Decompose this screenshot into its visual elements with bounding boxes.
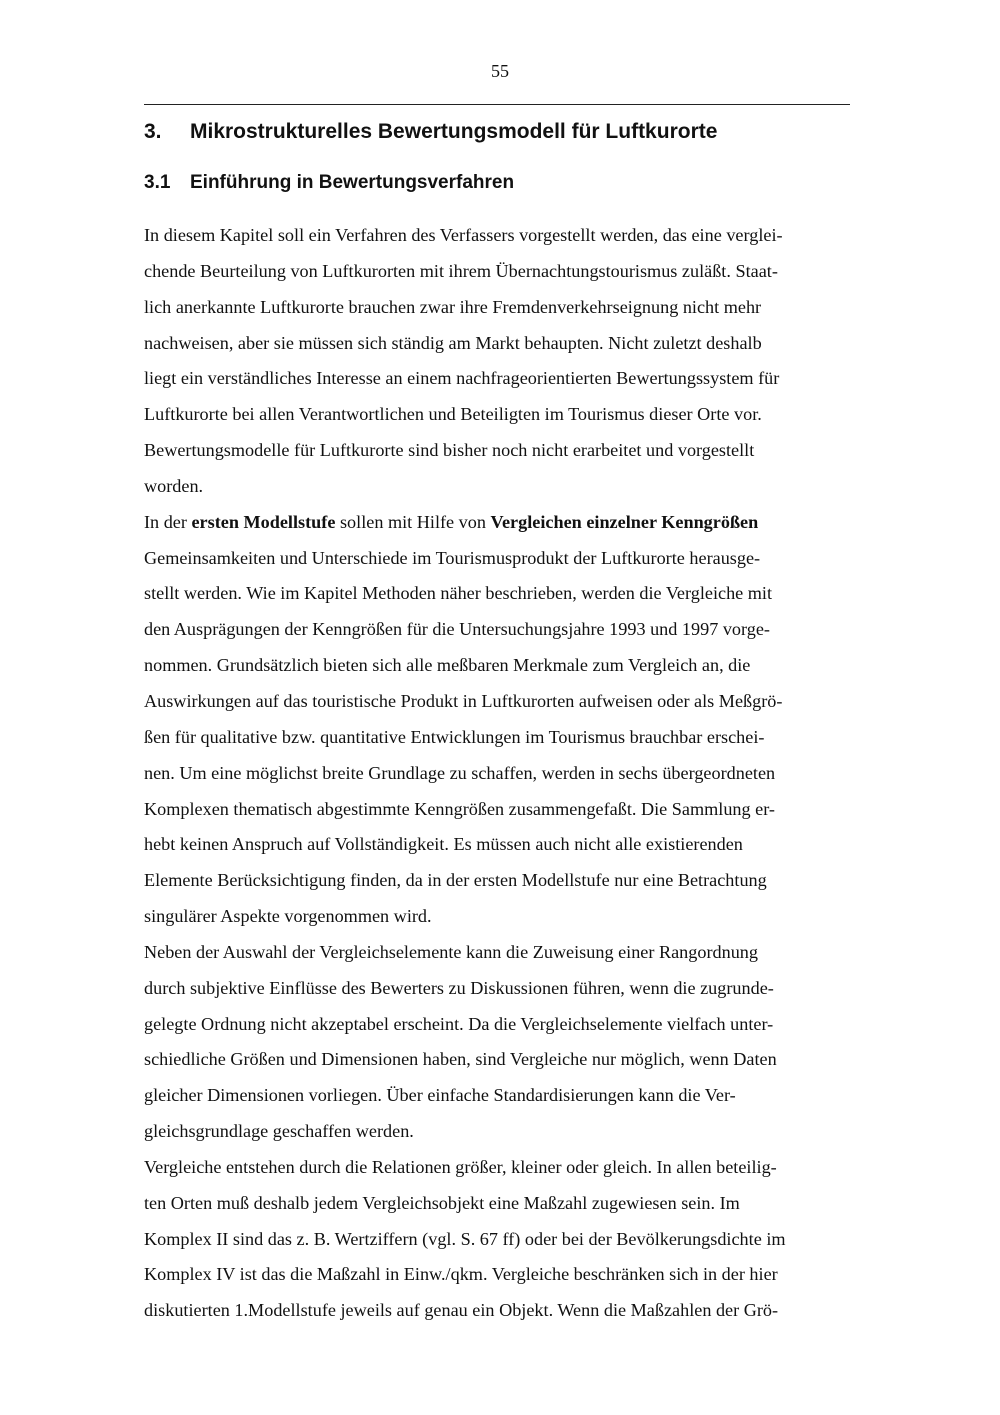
section-heading — [144, 170, 514, 196]
text-line: Komplexen thematisch abgestimmte Kenngrößen zusammengefaßt. Die Sammlung er- — [144, 798, 775, 819]
text-line: Vergleiche entstehen durch die Relationen größer, kleiner oder gleich. In allen beteilig- — [144, 1156, 777, 1177]
text-line: worden. — [144, 475, 204, 496]
emphasis-comparisons: Vergleichen einzelner Kenngrößen — [490, 511, 759, 532]
text-line: singulärer Aspekte vorgenommen wird. — [144, 906, 432, 927]
text-line: gleicher Dimensionen vorliegen. Über einfache Standardisierungen kann die Ver- — [144, 1085, 736, 1106]
text-line: den Ausprägungen der Kenngrößen für die Untersuchungsjahre 1993 und 1997 vorge- — [144, 619, 770, 640]
text-line: diskutierten 1.Modellstufe jeweils auf genau ein Objekt. Wenn die Maßzahlen der Grö- — [144, 1300, 779, 1321]
text-line: In diesem Kapitel soll ein Verfahren des Verfassers vorgestellt werden, das eine verglei- — [144, 225, 783, 245]
page-number: 55 — [491, 61, 509, 81]
text-line: Gemeinsamkeiten und Unterschiede im Tourismusprodukt der Luftkurorte herausge- — [144, 547, 761, 568]
text-line: lich anerkannte Luftkurorte brauchen zwar ihre Fremdenverkehrseignung nicht mehr — [144, 296, 762, 317]
text-line: ten Orten muß deshalb jedem Vergleichsobjekt eine Maßzahl zugewiesen sein. Im — [144, 1192, 740, 1213]
chapter-number: 3. — [144, 120, 162, 143]
text-line: nommen. Grundsätzlich bieten sich alle meßbaren Merkmale zum Vergleich an, die — [144, 655, 751, 676]
body-text — [144, 218, 864, 1329]
text-line: chende Beurteilung von Luftkurorten mit ihrem Übernachtungstourismus zuläßt. Staat- — [144, 260, 778, 281]
text-line: Komplex IV ist das die Maßzahl in Einw./qkm. Vergleiche beschränken sich in der hier — [144, 1264, 778, 1285]
text-line: Auswirkungen auf das touristische Produkt in Luftkurorten aufweisen oder als Meßgrö- — [144, 690, 783, 711]
text-line: hebt keinen Anspruch auf Vollständigkeit. Es müssen auch nicht alle existierenden — [144, 834, 743, 855]
emphasis-first-model-stage: ersten Modellstufe — [191, 511, 336, 532]
chapter-title: Mikrostrukturelles Bewertungsmodell für Luftkurorte — [190, 120, 718, 143]
text-line: Elemente Berücksichtigung finden, da in der ersten Modellstufe nur eine Betrachtung — [144, 870, 767, 891]
section-title: Einführung in Bewertungsverfahren — [190, 172, 515, 193]
text-line: ßen für qualitative bzw. quantitative Entwicklungen im Tourismus brauchbar erschei- — [144, 726, 765, 747]
text-line: stellt werden. Wie im Kapitel Methoden näher beschrieben, werden die Vergleiche mit — [144, 583, 773, 604]
text-line: durch subjektive Einflüsse des Bewerters zu Diskussionen führen, wenn die zugrunde- — [144, 977, 774, 998]
text-line: nachweisen, aber sie müssen sich ständig am Markt behaupten. Nicht zuletzt deshalb — [144, 332, 762, 353]
text-line: nen. Um eine möglichst breite Grundlage zu schaffen, werden in sechs übergeordneten — [144, 762, 776, 783]
text-line: gelegte Ordnung nicht akzeptabel erscheint. Da die Vergleichselemente vielfach unter- — [144, 1013, 774, 1034]
header-rule — [144, 104, 850, 105]
section-number: 3.1 — [144, 172, 171, 193]
text-line: Bewertungsmodelle für Luftkurorte sind bisher noch nicht erarbeitet und vorgestellt — [144, 440, 755, 461]
text-line: Neben der Auswahl der Vergleichselemente kann die Zuweisung einer Rangordnung — [144, 941, 758, 962]
text-line: Komplex II sind das z. B. Wertziffern (vgl. S. 67 ff) oder bei der Bevölkerungsdichte im — [144, 1228, 786, 1249]
text-line: gleichsgrundlage geschaffen werden. — [144, 1121, 414, 1142]
text-run: sollen mit Hilfe von — [335, 511, 491, 532]
text-line: schiedliche Größen und Dimensionen haben, sind Vergleiche nur möglich, wenn Daten — [144, 1049, 777, 1070]
text-run: In der — [144, 511, 192, 532]
chapter-heading — [144, 118, 717, 146]
text-line: liegt ein verständliches Interesse an einem nachfrageorientierten Bewertungssystem für — [144, 368, 780, 389]
text-line: Luftkurorte bei allen Verantwortlichen und Beteiligten im Tourismus dieser Orte vor. — [144, 404, 762, 425]
text-line-with-emphasis — [144, 505, 864, 541]
